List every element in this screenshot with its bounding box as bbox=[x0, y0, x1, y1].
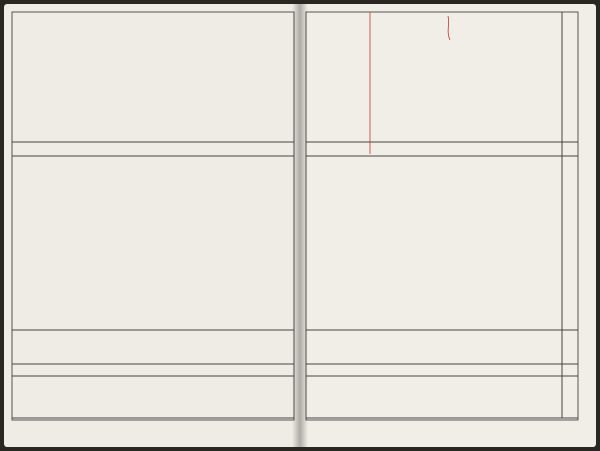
left-page bbox=[4, 4, 300, 447]
right-page bbox=[300, 4, 596, 447]
left-table-border bbox=[12, 12, 294, 420]
left-page-table-grid bbox=[4, 4, 300, 447]
right-page-table-grid bbox=[300, 4, 596, 447]
red-pencil-scribble bbox=[448, 16, 450, 40]
right-table-border bbox=[306, 12, 578, 420]
